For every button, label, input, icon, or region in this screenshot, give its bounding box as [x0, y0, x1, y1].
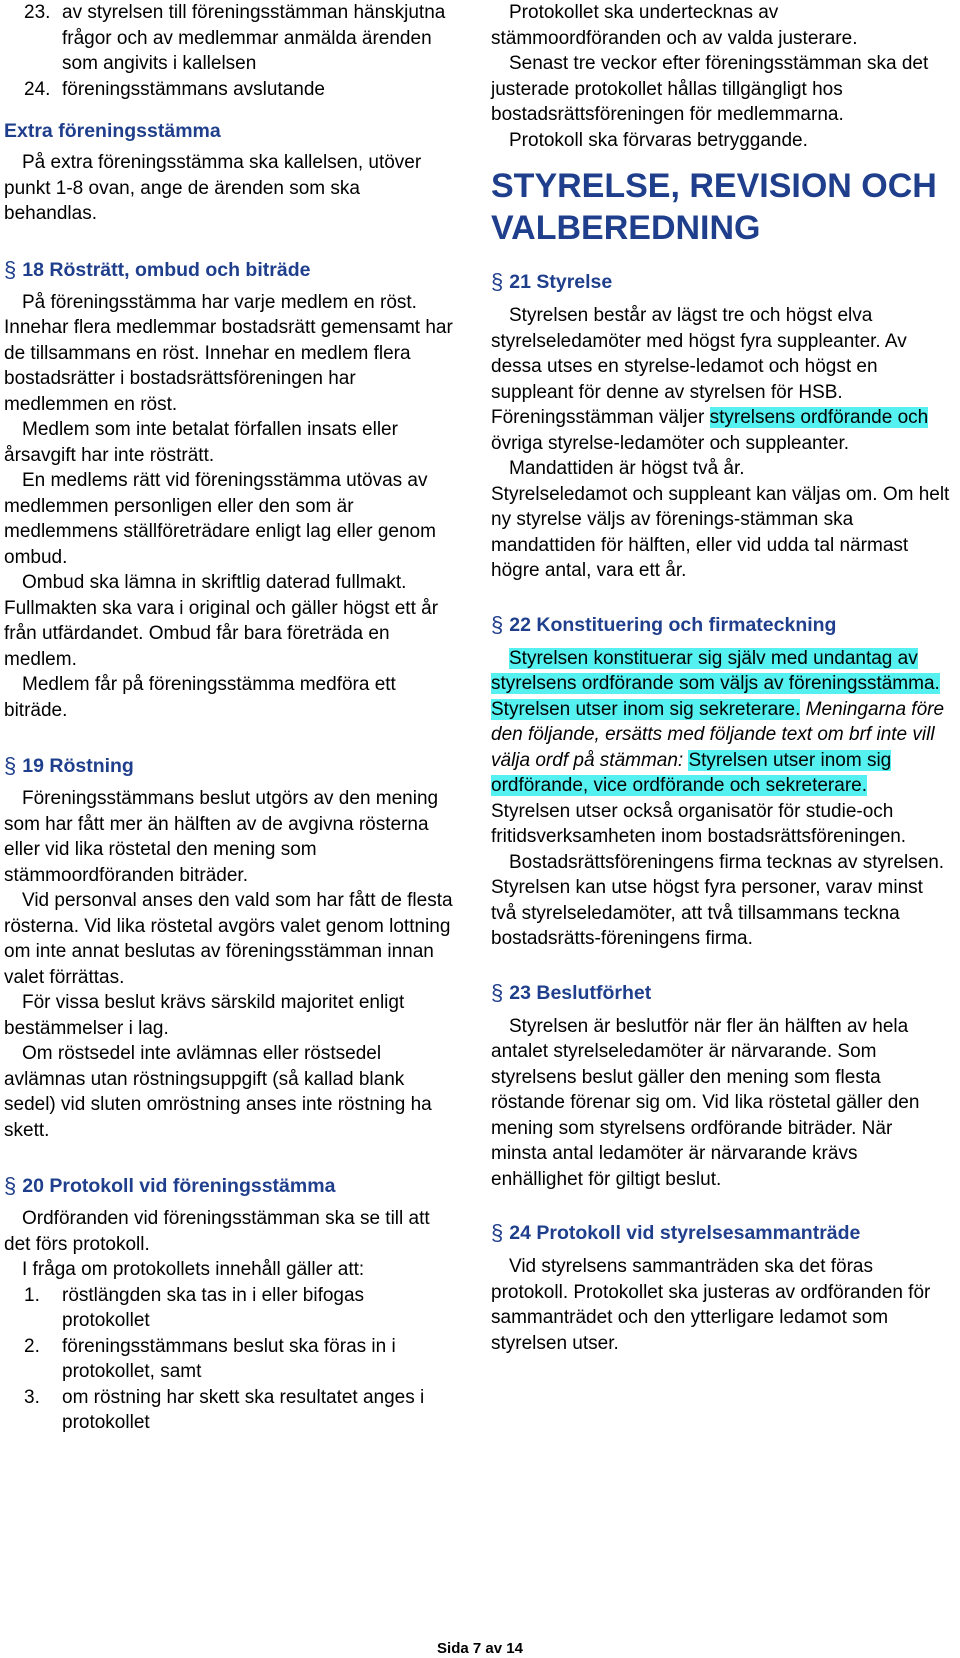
paragraph-sign-icon: § [491, 1220, 504, 1245]
highlighted-text: Styrelsen konstituerar sig själv med undantag av styrelsens ordförande som väljs av föreningsstämma. Styrelsen utser inom sig sekreterare. [491, 647, 940, 720]
section-heading-text: 23 Beslutförhet [509, 981, 652, 1004]
chapter-heading: STYRELSE, REVISION OCH VALBEREDNING [491, 167, 937, 247]
section-22-p2: Bostadsrättsföreningens firma tecknas av styrelsen. Styrelsen kan utse högst fyra personer, varav minst två styrelseledamöter, att två tillsammans teckna bostadsrätts-föreningens firma. [491, 851, 945, 949]
section-18-p2: Medlem som inte betalat förfallen insats eller årsavgift har inte rösträtt. [4, 419, 398, 466]
section-20-p1: Ordföranden vid föreningsstämman ska se till att det förs protokoll. [4, 1208, 430, 1255]
list-number: 2. [24, 1335, 40, 1357]
section-18-p1: På föreningsstämma har varje medlem en röst. Innehar flera medlemmar bostadsrätt gemensamt har de tillsammans en röst. Innehar en medlem flera bostadsrätter i bostadsrättsföreningen har medlemmen en röst. [4, 291, 453, 415]
protocol-signing-text: Protokollet ska undertecknas av stämmoordföranden och av valda justerare. [491, 2, 858, 49]
list-item [4, 0, 456, 77]
protocol-availability-text: Senast tre veckor efter föreningsstämman ska det justerade protokollet hållas tillgängligt hos bostadsrättsföreningen för medlemmarna. [491, 53, 929, 125]
list-text: om röstning har skett ska resultatet anges i protokollet [62, 1386, 425, 1433]
section-19-heading [4, 753, 456, 779]
left-column [4, 0, 456, 1436]
paragraph-sign-icon: § [491, 979, 504, 1005]
text-run: övriga styrelse-ledamöter och suppleanter. [491, 432, 850, 454]
section-heading-text: 24 Protokoll vid styrelsesammanträde [509, 1222, 861, 1244]
section-19-p3: För vissa beslut krävs särskild majoritet enligt bestämmelser i lag. [4, 992, 405, 1039]
section-19-p1: Föreningsstämmans beslut utgörs av den mening som har fått mer än hälften av de avgivna rösterna eller vid lika röstetal den mening som stämmoordföranden biträder. [4, 788, 439, 886]
paragraph-sign-icon: § [491, 611, 504, 637]
section-heading-text: 21 Styrelse [509, 271, 613, 293]
section-18-p5: Medlem får på föreningsstämma medföra ett biträde. [4, 674, 396, 721]
list-text: röstlängden ska tas in i eller bifogas protokollet [62, 1284, 365, 1331]
text-run: Styrelsen utser också organisatör för studie-och fritidsverksamheten inom bostadsrättsföreningen. [491, 800, 907, 847]
section-20-p2: I fråga om protokollets innehåll gäller att: [22, 1259, 365, 1280]
section-heading-text: 20 Protokoll vid föreningsstämma [22, 1175, 336, 1197]
section-23-heading [491, 980, 951, 1006]
list-text: föreningsstämmans avslutande [62, 78, 325, 100]
section-18-heading [4, 257, 456, 283]
list-number: 24. [24, 78, 51, 100]
extra-meeting-heading: Extra föreningsstämma [4, 120, 221, 142]
section-18-p3: En medlems rätt vid föreningsstämma utövas av medlemmen personligen eller den som är medlemmens ställföreträdare enligt lag eller genom ombud. [4, 470, 436, 568]
continued-list [4, 0, 456, 102]
section-22-heading [491, 612, 951, 638]
list-number: 1. [24, 1284, 40, 1306]
list-item [4, 1283, 456, 1334]
highlighted-text: Styrelsen utser inom sig ordförande, vice ordförande och sekreterare. [491, 749, 892, 796]
section-21-p3: Styrelseledamot och suppleant kan väljas om. Om helt ny styrelse väljs av förenings-stämman ska mandattiden för hälften, eller vid udda tal närmast högre antal, vara ett år. [491, 483, 950, 581]
protocol-storage-text: Protokoll ska förvaras betryggande. [509, 129, 808, 151]
list-text: av styrelsen till föreningsstämman hänskjutna frågor och av medlemmar anmälda ärenden som angivits i kallelsen [62, 2, 446, 74]
right-column [491, 0, 951, 1356]
protocol-content-list [4, 1283, 456, 1436]
paragraph-sign-icon: § [4, 753, 17, 778]
paragraph-sign-icon: § [4, 1173, 17, 1198]
extra-meeting-text: På extra föreningsstämma ska kallelsen, utöver punkt 1-8 ovan, ange de ärenden som ska behandlas. [4, 152, 422, 224]
section-18-p4: Ombud ska lämna in skriftlig daterad fullmakt. Fullmakten ska vara i original och gäller högst ett år från utfärdandet. Ombud får bara företräda en medlem. [4, 572, 439, 670]
highlighted-text: styrelsens ordförande och [709, 407, 929, 428]
text-run: Styrelsen består av lägst tre och högst elva styrelseledamöter med högst fyra suppleanter. Av dessa utses en styrelse-ledamot och högst en suppleant för denne av styrelsen för HSB. Föreningsstämman väljer [491, 305, 907, 428]
section-21-heading [491, 269, 951, 295]
italic-note: Meningarna före den följande, ersätts med följande text om brf inte vill välja ordf på stämman: [491, 698, 945, 771]
section-19-p2: Vid personval anses den vald som har fått de flesta rösterna. Vid lika röstetal avgörs valet genom lottning om inte annat beslutas av föreningsstämman innan valet förrättas. [4, 890, 453, 988]
page-number: Sida 7 av 14 [437, 1640, 523, 1657]
list-item [4, 1385, 456, 1436]
section-23-p1: Styrelsen är beslutför när fler än hälften av hela antalet styrelseledamöter är närvarande. Som styrelsens beslut gäller den mening som flesta röstande förenar sig om. Vid lika röstetal gäller den mening som styrelsens ordförande biträder. När minsta antal ledamöter är närvarande krävs enhällighet för giltigt beslut. [491, 1015, 920, 1190]
section-19-p4: Om röstsedel inte avlämnas eller röstsedel avlämnas utan röstningsuppgift (så kallad blank sedel) vid sluten omröstning anses inte röstning ha skett. [4, 1043, 432, 1141]
list-number: 23. [24, 2, 51, 23]
section-21-p1 [491, 303, 951, 456]
section-24-heading [491, 1220, 951, 1246]
section-21-p2: Mandattiden är högst två år. [509, 458, 745, 479]
list-item [4, 77, 456, 103]
list-item [4, 1334, 456, 1385]
list-text: föreningsstämmans beslut ska föras in i protokollet, samt [62, 1335, 396, 1382]
section-heading-text: 19 Röstning [22, 755, 134, 777]
section-heading-text: 18 Rösträtt, ombud och biträde [22, 258, 311, 281]
section-20-heading [4, 1173, 456, 1199]
section-heading-text: 22 Konstituering och firmateckning [509, 613, 837, 636]
paragraph-sign-icon: § [491, 269, 504, 294]
section-24-p1: Vid styrelsens sammanträden ska det föras protokoll. Protokollet ska justeras av ordföranden för sammanträdet och den ytterligare ledamot som styrelsen utser. [491, 1256, 931, 1354]
section-22-p1 [491, 646, 951, 850]
list-number: 3. [24, 1386, 40, 1408]
paragraph-sign-icon: § [4, 256, 17, 282]
